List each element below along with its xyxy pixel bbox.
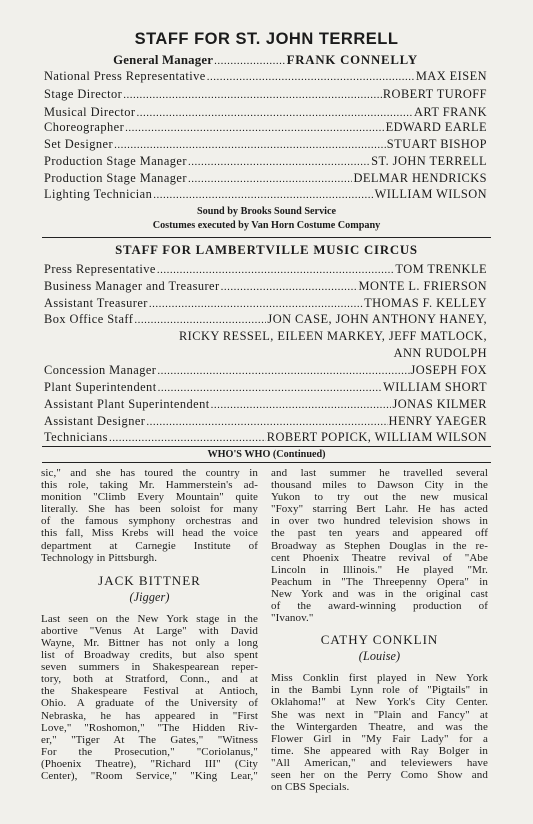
staff-name: THOMAS F. KELLEY (364, 296, 487, 310)
leader-dots (149, 298, 363, 310)
staff-row (44, 69, 487, 86)
text-line: of the award-winning production of (271, 600, 488, 613)
text-line: thousand miles to Dawson City in the (271, 479, 488, 492)
text-line: seen her on the Perry Como Show and (271, 768, 488, 781)
text-line: Lincoln in Illinois." He played "Mr. (271, 563, 488, 576)
leader-dots (137, 107, 414, 119)
text-line: this fall, Miss Krebs will head the voice (41, 527, 258, 540)
staff-row (44, 137, 487, 154)
text-line: in over two hundred television shows in (271, 515, 488, 528)
lambertville-heading: STAFF FOR LAMBERTVILLE MUSIC CIRCUS (115, 243, 418, 257)
text-line: "Foxy" starring Bert Lahr. He has acted (271, 503, 488, 516)
staff-name: ST. JOHN TERRELL (371, 154, 487, 168)
staff-role: Set Designer (44, 137, 114, 151)
whos-who-heading: WHO'S WHO (Continued) (207, 449, 326, 460)
text-line: monition "Climb Every Mountain" quite (41, 491, 258, 504)
staff-row (44, 380, 487, 397)
staff-row (44, 171, 487, 188)
staff-role: Business Manager and Treasurer (44, 279, 220, 293)
staff-role: Assistant Plant Superintendent (44, 397, 210, 411)
text-line: and last summer he travelled several (271, 467, 488, 479)
leader-dots (221, 281, 358, 293)
text-line: of the famous symphony orchestras and (41, 515, 258, 528)
text-line: Love," "Roshomon," "The Hidden Riv- (41, 721, 258, 734)
leader-dots (134, 314, 266, 326)
text-line: time. She appeared with Ray Bolger in (271, 744, 488, 757)
staff-role: Stage Director (44, 87, 123, 101)
staff-name: MONTE L. FRIERSON (358, 279, 487, 293)
staff-role: Choreographer (44, 120, 125, 134)
staff-role: Production Stage Manager (44, 171, 187, 185)
leader-dots (157, 365, 409, 377)
text-line: Ohio. A graduate of the University of (41, 697, 258, 710)
staff-name: MAX EISEN (415, 69, 487, 83)
leader-dots: ...................... (214, 55, 286, 67)
text-line: literally. She has been soloist for many (41, 503, 258, 516)
actor-role: (Jigger) (129, 589, 170, 604)
text-line: abortive "Venus At Large" with David (41, 624, 258, 637)
leader-dots (114, 139, 386, 151)
staff-name: ART FRANK (414, 105, 487, 119)
right-column (271, 467, 488, 793)
staff-row (44, 154, 487, 171)
leader-dots (109, 432, 266, 444)
staff-name: DELMAR HENDRICKS (353, 171, 487, 185)
leader-dots (146, 416, 387, 428)
staff-role: National Press Representative (44, 69, 206, 83)
text-line: Nebraska, he has appeared in "First (41, 709, 258, 722)
page-title: STAFF FOR ST. JOHN TERRELL (134, 30, 399, 48)
staff-name: WILLIAM WILSON (374, 187, 487, 201)
staff-name: ROBERT TUROFF (382, 87, 487, 101)
staff-role: Plant Superintendent (44, 380, 157, 394)
staff-row (44, 296, 487, 313)
text-line: Peachum in "The Threepenny Opera" in (271, 575, 488, 588)
general-manager-row (44, 53, 487, 70)
staff-role: Musical Director (44, 105, 136, 119)
staff-name: ROBERT POPICK, WILLIAM WILSON (266, 430, 487, 444)
left-column (41, 467, 258, 782)
actor-name: CATHY CONKLIN (320, 632, 439, 648)
text-line: Technology in Pittsburgh. (41, 551, 158, 564)
text-line: tory, both at Stratford, Conn., and at (41, 673, 258, 686)
leader-dots (123, 89, 382, 101)
section-divider (42, 237, 491, 238)
staff-name: JOSEPH FOX (410, 363, 487, 377)
staff-row (44, 262, 487, 279)
staff-role: Assistant Treasurer (44, 296, 148, 310)
leader-dots (157, 264, 395, 276)
leader-dots (188, 156, 370, 168)
text-line: er," "Tiger At The Gates," "Witness (41, 733, 258, 746)
text-line: Wayne, Mr. Bittner has not only a long (41, 636, 258, 649)
staff-row (44, 414, 487, 431)
text-line: list of Broadway credits, but also spent (41, 649, 258, 662)
text-line: department at Carnegie Institute of (41, 539, 258, 552)
staff-role: Production Stage Manager (44, 154, 187, 168)
text-line: Miss Conklin first played in New York (271, 672, 488, 685)
text-line: Yukon to try out the new musical (271, 491, 488, 504)
text-line: the Shakespeare Festival at Antioch, (41, 685, 258, 698)
general-manager-value: FRANK CONNELLY (286, 53, 418, 67)
sound-credit: Sound by Brooks Sound Service (196, 206, 337, 217)
section-divider (42, 446, 491, 447)
staff-role: Press Representative (44, 262, 156, 276)
staff-name: EDWARD EARLE (385, 120, 487, 134)
actor-role: (Louise) (358, 649, 401, 664)
text-line: (Phoenix Theatre), "Richard III" (City (41, 757, 258, 770)
text-line: Center), "Room Service," "King Lear," (41, 769, 258, 782)
text-line: "All American," and televiewers have (271, 756, 488, 769)
staff-role: Lighting Technician (44, 187, 153, 201)
text-line: the past ten years and appeared off (271, 527, 488, 540)
leader-dots (125, 122, 384, 134)
staff-role: Concession Manager (44, 363, 157, 377)
staff-row (44, 363, 487, 380)
text-line: this role, taking Mr. Hammerstein's ad- (41, 479, 258, 492)
leader-dots (153, 189, 373, 201)
text-line: Flower Girl in "My Fair Lady" for a (271, 732, 488, 745)
leader-dots (188, 173, 353, 185)
section-divider (42, 462, 491, 463)
staff-row (44, 397, 487, 414)
leader-dots (207, 71, 415, 83)
text-line: "Ivanov." (271, 612, 314, 625)
text-line: sic," and she has toured the country in (41, 467, 258, 479)
text-line: Oklahoma!" at New York's City Center. (271, 696, 488, 709)
staff-row (44, 312, 487, 329)
leader-dots (211, 399, 392, 411)
staff-name: JON CASE, JOHN ANTHONY HANEY, (267, 312, 487, 326)
text-line: For the Prosecution," "Coriolanus," (41, 745, 258, 758)
staff-role: Box Office Staff (44, 312, 134, 326)
staff-row (44, 279, 487, 296)
staff-role: Assistant Designer (44, 414, 146, 428)
text-line: on CBS Specials. (271, 781, 350, 794)
staff-name: STUART BISHOP (386, 137, 487, 151)
text-line: She was next in "Plain and Fancy" at (271, 708, 488, 721)
text-line: in the Bambi Lynn role of "Pigtails" in (271, 684, 488, 697)
costume-credit: Costumes executed by Van Horn Costume Company (152, 220, 381, 231)
text-line: Broadway as Stephen Douglas in the re- (271, 539, 488, 552)
staff-row (44, 430, 487, 447)
staff-row (44, 187, 487, 204)
general-manager-label: General Manager (113, 53, 214, 67)
leader-dots (158, 382, 383, 394)
text-line: New York and was in the original cast (271, 587, 488, 600)
actor-name: JACK BITTNER (98, 572, 201, 588)
staff-role: Technicians (44, 430, 108, 444)
text-line: Last seen on the New York stage in the (41, 612, 258, 625)
text-line: cent Phoenix Theatre revival of "Abe (271, 551, 488, 564)
box-office-continued: ANN RUDOLPH (393, 346, 487, 360)
staff-name: WILLIAM SHORT (383, 380, 487, 394)
staff-name: TOM TRENKLE (395, 262, 487, 276)
staff-row (44, 87, 487, 104)
staff-name: HENRY YAEGER (388, 414, 487, 428)
text-line: the Wintergarden Theatre, and was the (271, 720, 488, 733)
box-office-continued: RICKY RESSEL, EILEEN MARKEY, JEFF MATLOCK, (178, 329, 487, 343)
staff-name: JONAS KILMER (392, 397, 487, 411)
staff-row (44, 120, 487, 137)
text-line: seven summers in Shakespearean reper- (41, 661, 258, 674)
